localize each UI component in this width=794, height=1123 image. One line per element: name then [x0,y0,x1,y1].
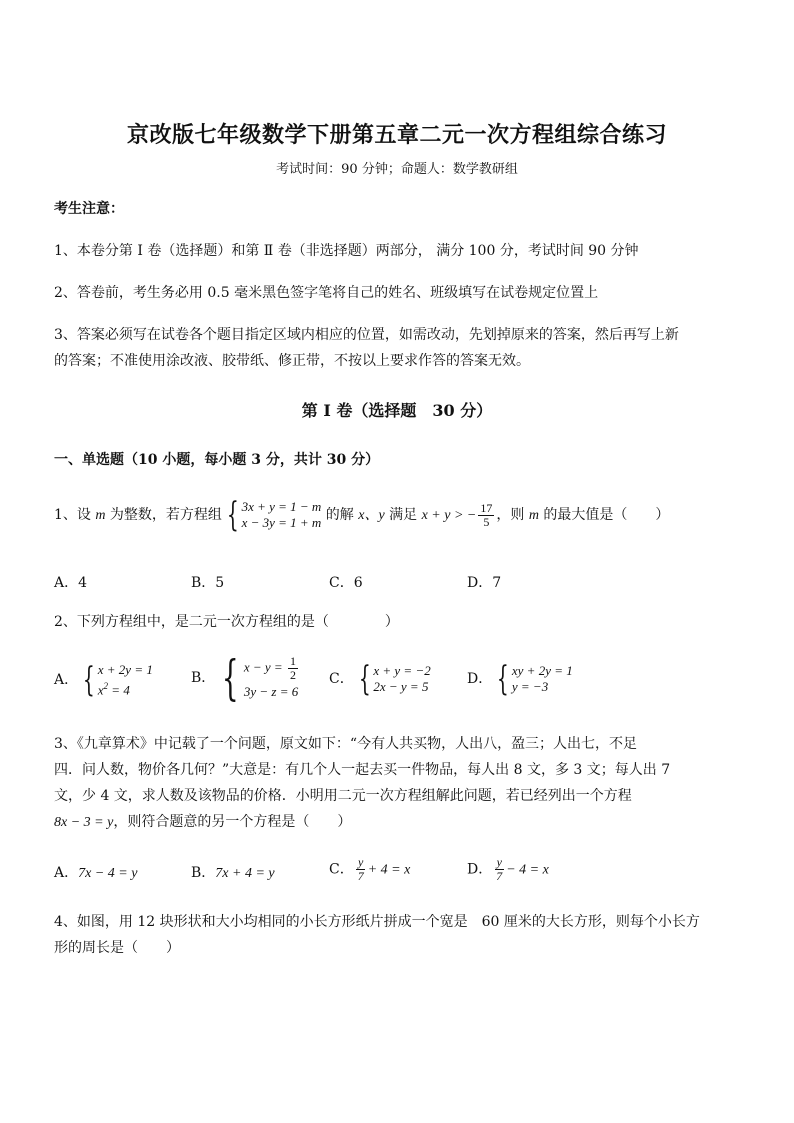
question-3-line-2: 四．问人数，物价各几何？”大意是：有几个人一起去买一件物品，每人出 8 文，多 3 文；每人出 7 [54,762,671,778]
brace-icon: { [82,660,95,701]
brace-icon: { [226,495,239,535]
question-4-line-2: 形的周长是（ ） [54,940,180,956]
q1-var-m-2: m [528,508,539,523]
q1-inequality: x + y > − [421,508,477,523]
q3-option-b[interactable]: B．7x + 4 = y [191,865,275,881]
q1-option-d[interactable]: D．7 [467,575,502,591]
brace-icon: { [222,650,239,706]
q1-vars-xy: x、y [358,508,385,523]
q3-tail: ，则符合题意的另一个方程是（ ） [113,814,352,830]
q2-a-eq1: x + 2y = 1 [97,662,153,677]
section-title: 第 I 卷（选择题 30 分） [301,401,493,420]
q1-text-4: ，则 [496,507,529,523]
q2-c-eq2: 2x − y = 5 [373,679,429,694]
q2-option-c[interactable] [329,659,431,699]
q2-c-eq1: x + y = −2 [373,663,431,678]
q2-option-a[interactable] [54,660,153,701]
question-3-line-4 [54,808,744,837]
q1-text-3: 满足 [384,507,422,523]
brace-icon: { [358,659,371,699]
notice-item-1: 1、本卷分第 Ⅰ 卷（选择题）和第 Ⅱ 卷（非选择题）两部分， 满分 100 分，考试时间 90 分钟 [54,243,639,259]
q2-d-eq1: xy + 2y = 1 [511,663,573,678]
q2-a-eq2: $x^2 = 4$ [97,681,130,698]
notice-item-3: 3、答案必须写在试卷各个题目指定区域内相应的位置，如需改动，先划掉原来的答案，然后再写上新 [54,327,679,343]
q3-option-c[interactable]: C． $\frac{y}{7}$ + 4 = x [329,855,411,883]
q2-option-d-label: D． [467,671,493,687]
q2-option-a-label: A． [54,672,79,689]
q1-fraction [478,502,494,529]
q3-b-eq: 7x + 4 = y [215,866,275,881]
notice-item-2: 2、答卷前，考生务必用 0.5 毫米黑色签字笔将自己的姓名、班级填写在试卷规定位置上 [54,285,599,301]
question-3-line-1: 3、《九章算术》中记载了一个问题，原文如下：“今有人共买物，人出八，盈三；人出七，不足 [54,736,638,752]
q2-d-eq2: y = −3 [511,679,549,694]
q2-option-b[interactable] [191,650,300,706]
q3-d-eq: − 4 = x [506,862,549,878]
q1-option-a[interactable]: A．4 [54,575,88,591]
q1-equation-system [222,495,322,535]
q3-option-d[interactable]: D． $\frac{y}{7}$ − 4 = x [467,855,549,883]
q1-option-c[interactable]: C．6 [329,575,363,591]
part-title: 一、单选题（10 小题，每小题 3 分，共计 30 分） [54,452,380,468]
q1-fraction-den: 5 [483,514,490,529]
notice-heading: 考生注意： [54,201,124,217]
q1-var-m: m [95,508,106,523]
q1-eq1: 3x + y = 1 − m [241,499,322,514]
q2-b-eq1: x − y = $\frac{1}{2}$ [243,653,296,682]
q2-option-b-label: B． [191,670,216,686]
q2-b-eq2: 3y − z = 6 [243,683,299,699]
q1-fraction-num: 17 [480,500,493,515]
notice-item-3-cont: 的答案；不准使用涂改液、胶带纸、修正带，不按以上要求作答的答案无效。 [54,353,530,369]
page-subtitle: 考试时间：90 分钟；命题人：数学教研组 [276,162,518,177]
q1-text-5: 的最大值是（ ） [538,507,670,523]
q1-eq2: x − 3y = 1 + m [241,515,322,530]
q1-pre: 1、设 [54,507,96,523]
q2-option-d[interactable] [467,659,573,699]
q3-option-a[interactable]: A．7x − 4 = y [54,865,138,881]
question-1 [54,495,670,535]
page-title: 京改版七年级数学下册第五章二元一次方程组综合练习 [126,122,667,148]
question-4-line-1: 4、如图，用 12 块形状和大小均相同的小长方形纸片拼成一个宽是 60 厘米的大长方形，则每个小长方 [54,914,700,930]
q1-text-2: 的解 [321,507,359,523]
question-2: 2、下列方程组中，是二元一次方程组的是（ ） [54,614,399,630]
q2-option-c-label: C． [329,671,354,687]
brace-icon: { [497,659,510,699]
q1-option-b[interactable]: B．5 [191,575,225,591]
question-3-line-3: 文，少 4 文，求人数及该物品的价格．小明用二元一次方程组解此问题，若已经列出一个方程 [54,788,632,804]
q3-a-eq: 7x − 4 = y [78,866,138,881]
q1-text-1: 为整数，若方程组 [105,507,222,523]
q3-c-eq: + 4 = x [367,862,411,878]
q3-given-equation: 8x − 3 = y [54,815,114,830]
